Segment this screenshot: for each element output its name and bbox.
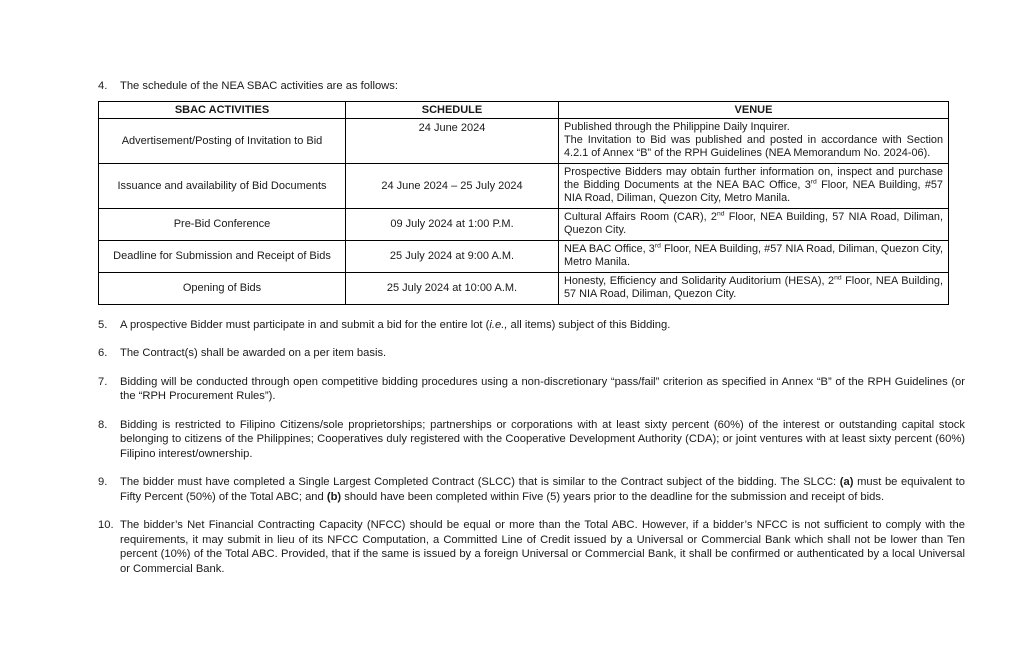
list-item-9 [98,475,965,504]
list-item-5 [98,318,965,333]
venue-cell: Published through the Philippine Daily Inquirer. The Invitation to Bid was published and posted in accordance with Section 4.2.1 of Annex “B” of the RPH Guidelines (NEA Memorandum No. 2024-06). [559,118,949,163]
table-row-deadline-submission [99,240,949,272]
item-10-number: 10. [98,519,114,531]
table-header-row [99,101,949,118]
item-10-text: The bidder’s Net Financial Contracting Capacity (NFCC) should be equal or more than the Total ABC. However, if a bidder’s NFCC is not sufficient to comply with the requirements, it may submit in lieu of its NFCC Computation, a Committed Line of Credit issued by a Universal or Commercial Bank which shall not be lower than Ten percent (10%) of the Total ABC. Provided, that if the same is issued by a foreign Universal or Commercial Bank, it shall be confirmed or authenticated by a local Universal or Commercial Bank. [120,519,965,575]
item-8-text: Bidding is restricted to Filipino Citizens/sole proprietorships; partnerships or corporations with at least sixty percent (60%) of the interest or outstanding capital stock belonging to citizens of the Philippines; Cooperatives duly registered with the Cooperative Development Authority (CDA); or joint ventures with at least sixty percent (60%) Filipino interest/ownership. [120,418,965,460]
venue-cell: Honesty, Efficiency and Solidarity Auditorium (HESA), 2nd Floor, NEA Building, 57 NIA Road, Diliman, Quezon City. [559,272,949,304]
item-4-number: 4. [98,80,108,92]
activity-cell: Advertisement/Posting of Invitation to Bid [99,118,346,163]
table-row-advertisement [99,118,949,163]
table-row-opening-of-bids [99,272,949,304]
item-6-text: The Contract(s) shall be awarded on a per item basis. [120,347,387,359]
item-6-number: 6. [98,347,108,359]
item-7-number: 7. [98,375,108,388]
schedule-cell: 24 June 2024 [346,118,559,163]
activity-cell: Opening of Bids [99,272,346,304]
header-schedule: SCHEDULE [346,101,559,118]
venue-cell: Prospective Bidders may obtain further information on, inspect and purchase the Bidding Documents at the NEA BAC Office, 3rd Floor, NEA Building, #57 NIA Road, Diliman, Quezon City, Metro Manila. [559,163,949,208]
schedule-cell: 24 June 2024 – 25 July 2024 [346,163,559,208]
table-row-issuance [99,163,949,208]
activity-cell: Deadline for Submission and Receipt of Bids [99,240,346,272]
list-item-7 [98,375,965,404]
item-5-number: 5. [98,318,108,331]
activity-cell: Issuance and availability of Bid Documents [99,163,346,208]
table-row-prebid-conference [99,208,949,240]
schedule-cell: 25 July 2024 at 10:00 A.M. [346,272,559,304]
list-item-4 [98,79,965,94]
item-9-text: The bidder must have completed a Single Largest Completed Contract (SLCC) that is similar to the Contract subject of the bidding. The SLCC: (a) must be equivalent to Fifty Percent (50%) of the Total ABC; and (b) should have been completed within Five (5) years prior to the deadline for the submission and receipt of bids. [120,476,965,503]
header-venue: VENUE [559,101,949,118]
list-item-8 [98,418,965,462]
list-item-6 [98,346,965,361]
header-sbac-activities: SBAC ACTIVITIES [99,101,346,118]
sbac-schedule-table [98,101,949,305]
venue-cell: Cultural Affairs Room (CAR), 2nd Floor, NEA Building, 57 NIA Road, Diliman, Quezon City. [559,208,949,240]
schedule-cell: 25 July 2024 at 9:00 A.M. [346,240,559,272]
schedule-cell: 09 July 2024 at 1:00 P.M. [346,208,559,240]
document-page [98,79,965,576]
activity-cell: Pre-Bid Conference [99,208,346,240]
list-item-10 [98,518,965,576]
venue-cell: NEA BAC Office, 3rd Floor, NEA Building, #57 NIA Road, Diliman, Quezon City, Metro Manila. [559,240,949,272]
item-8-number: 8. [98,418,108,431]
item-5-text: A prospective Bidder must participate in and submit a bid for the entire lot (i.e., all items) subject of this Bidding. [120,318,671,331]
item-4-text: The schedule of the NEA SBAC activities are as follows: [120,80,398,92]
item-7-text: Bidding will be conducted through open competitive bidding procedures using a non-discretionary “pass/fail” criterion as specified in Annex “B” of the RPH Guidelines (or the “RPH Procurement Rules”). [120,375,965,402]
item-9-number: 9. [98,476,108,488]
